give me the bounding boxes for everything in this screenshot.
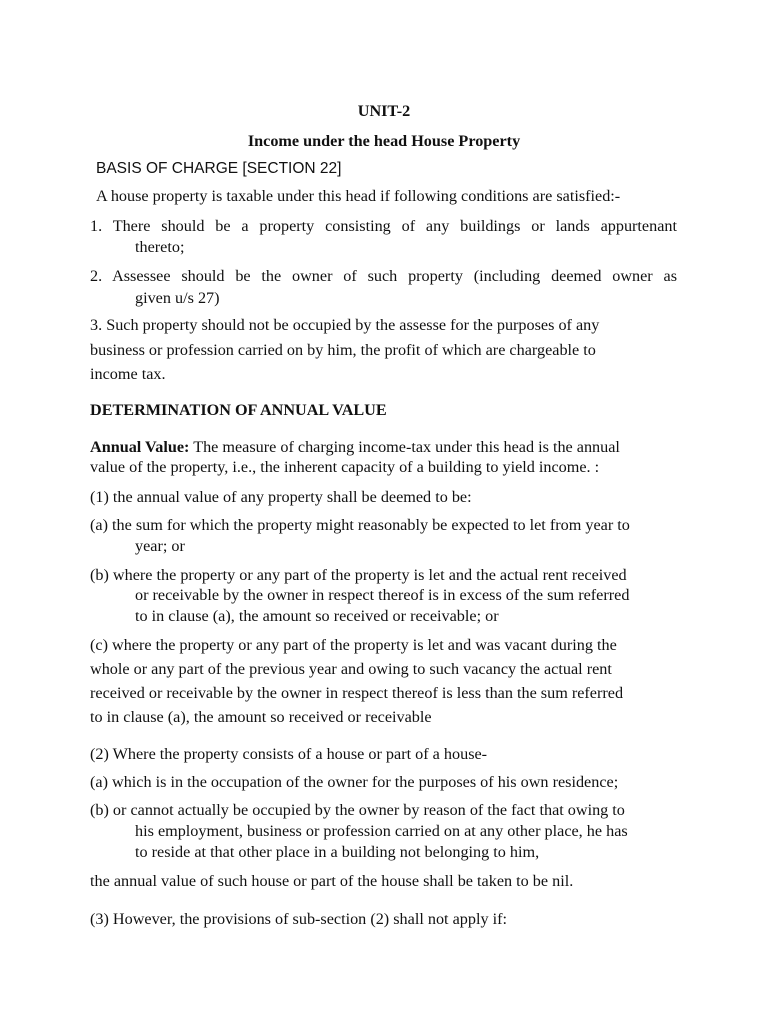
- annual-value-text: The measure of charging income-tax under this head is the annual: [193, 438, 620, 456]
- condition-2-line-1: 2. Assessee should be the owner of such property (including deemed owner as: [90, 267, 677, 285]
- clause-a-line-1: (a) the sum for which the property might reasonably be expected to let from year to: [90, 516, 630, 534]
- unit-heading: UNIT-2: [357, 102, 411, 120]
- clause-a-line-2: year; or: [135, 537, 185, 555]
- subsection-2-clause-b-line-1: (b) or cannot actually be occupied by the owner by reason of the fact that owing to: [90, 801, 625, 819]
- clause-b-line-1: (b) where the property or any part of the property is let and the actual rent received: [90, 566, 627, 584]
- condition-2-line-2: given u/s 27): [135, 289, 220, 307]
- condition-3-line-2: business or profession carried on by him, the profit of which are chargeable to: [90, 341, 596, 359]
- page-title: Income under the head House Property: [247, 132, 521, 150]
- clause-c-line-2: whole or any part of the previous year and owing to such vacancy the actual rent: [90, 660, 612, 678]
- annual-value-line-1: [90, 437, 620, 457]
- subsection-2: (2) Where the property consists of a house or part of a house-: [90, 745, 488, 763]
- subsection-3: (3) However, the provisions of sub-section (2) shall not apply if:: [90, 910, 507, 928]
- condition-3-line-3: income tax.: [90, 365, 166, 383]
- annual-value-heading: DETERMINATION OF ANNUAL VALUE: [90, 401, 387, 419]
- clause-c-line-3: received or receivable by the owner in respect thereof is less than the sum referred: [90, 684, 624, 702]
- annual-value-line-2: value of the property, i.e., the inherent capacity of a building to yield income. :: [90, 458, 600, 476]
- condition-1-line-2: thereto;: [135, 238, 185, 256]
- annual-value-label: Annual Value:: [90, 438, 190, 456]
- clause-c-line-1: (c) where the property or any part of the property is let and was vacant during the: [90, 636, 617, 654]
- condition-1-line-1: 1. There should be a property consisting of any buildings or lands appurtenant: [90, 217, 677, 235]
- intro-text: A house property is taxable under this head if following conditions are satisfied:-: [96, 187, 621, 205]
- subsection-2-conclusion: the annual value of such house or part of the house shall be taken to be nil.: [90, 872, 574, 890]
- subsection-1: (1) the annual value of any property shall be deemed to be:: [90, 488, 472, 506]
- clause-c-line-4: to in clause (a), the amount so received or receivable: [90, 708, 432, 726]
- condition-3-line-1: 3. Such property should not be occupied by the assesse for the purposes of any: [90, 316, 600, 334]
- subsection-2-clause-a: (a) which is in the occupation of the owner for the purposes of his own residence;: [90, 773, 619, 791]
- basis-of-charge-heading: BASIS OF CHARGE [SECTION 22]: [96, 160, 342, 177]
- clause-b-line-2: or receivable by the owner in respect thereof is in excess of the sum referred: [135, 586, 630, 604]
- clause-b-line-3: to in clause (a), the amount so received or receivable; or: [135, 607, 499, 625]
- subsection-2-clause-b-line-2: his employment, business or profession carried on at any other place, he has: [135, 822, 628, 840]
- subsection-2-clause-b-line-3: to reside at that other place in a building not belonging to him,: [135, 843, 540, 861]
